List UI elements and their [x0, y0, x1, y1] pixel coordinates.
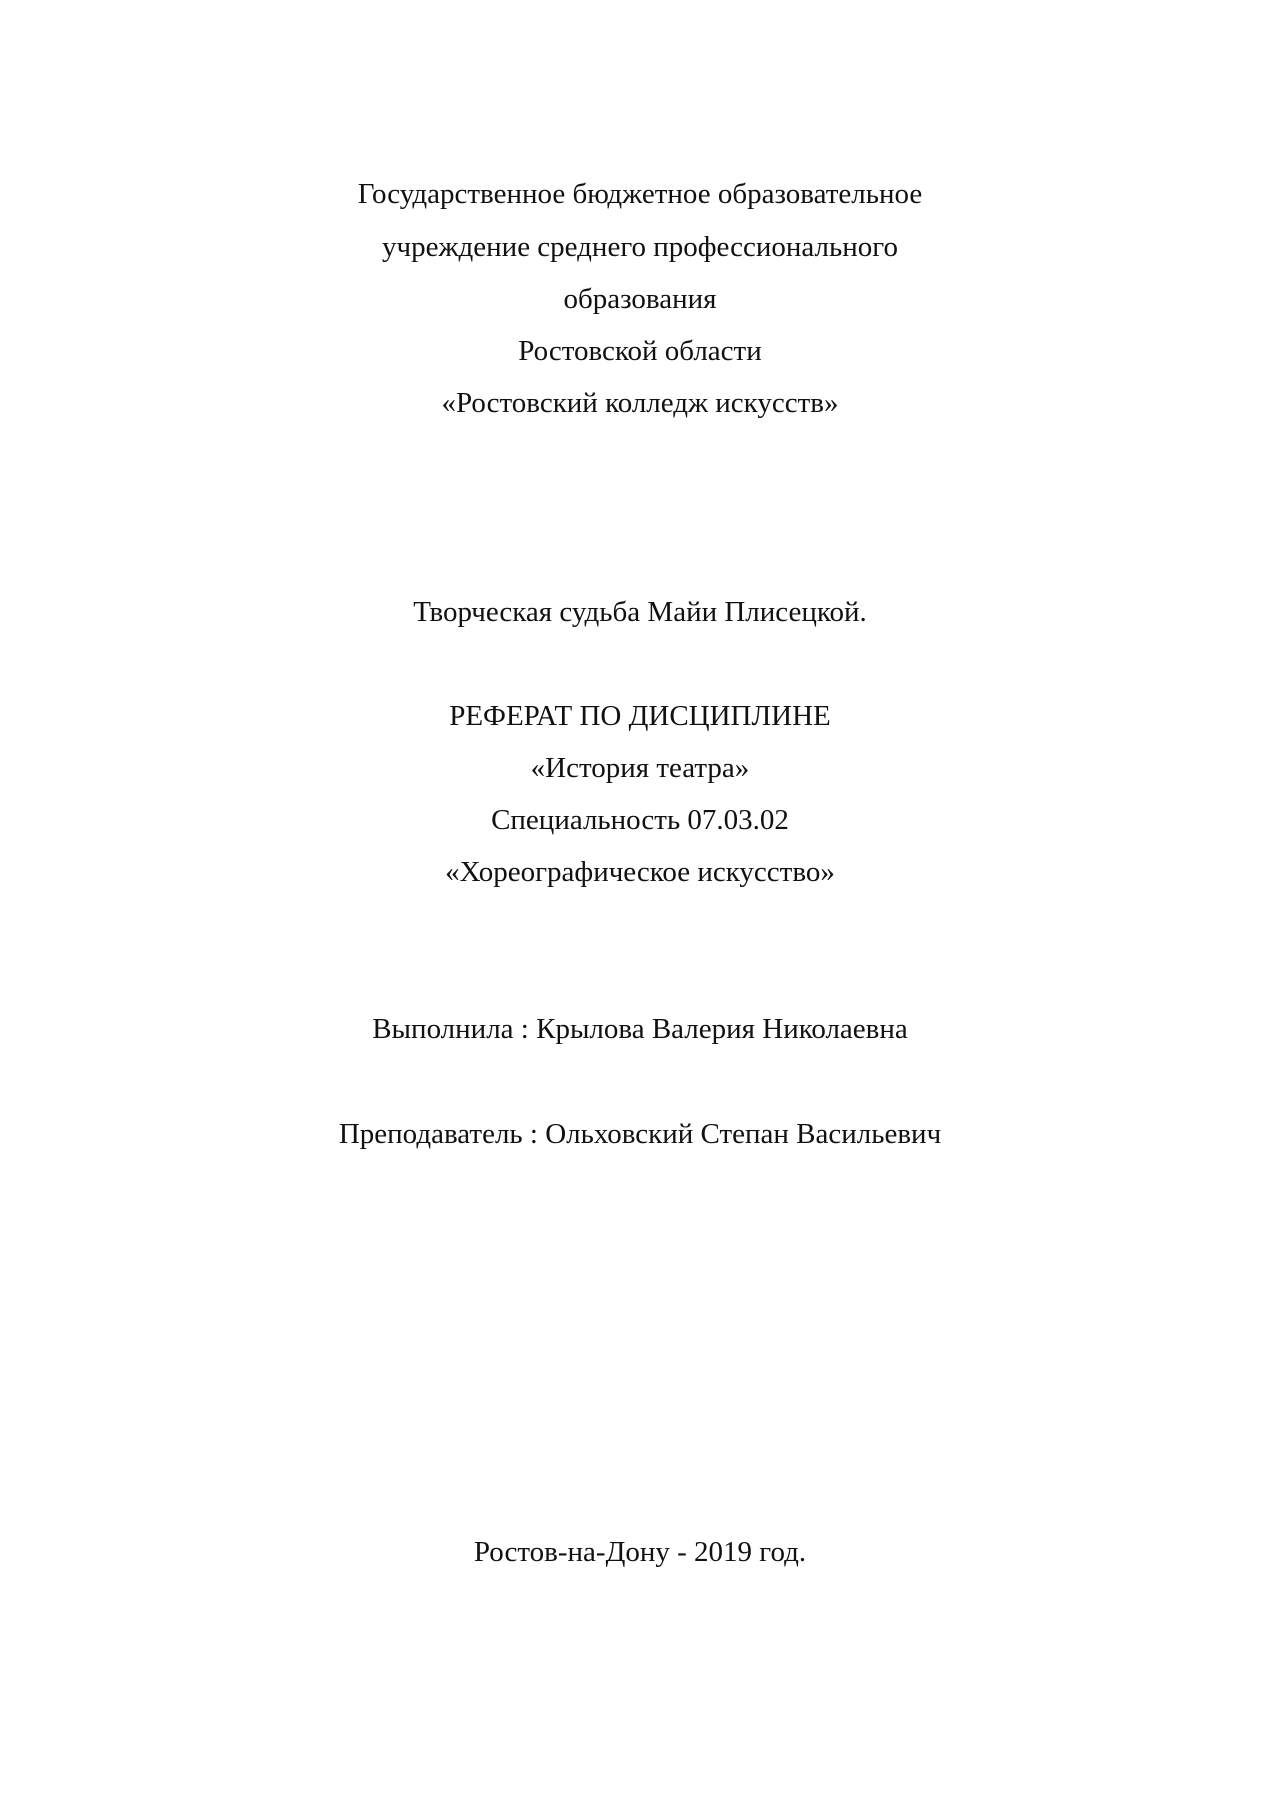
institution-line-4: Ростовской области: [518, 335, 762, 367]
author-label: Выполнила :: [372, 1013, 529, 1045]
place-year: Ростов-на-Дону - 2019 год.: [473, 1536, 807, 1568]
institution-line-3: образования: [563, 283, 717, 315]
specialty-name: «Хореографическое искусство»: [445, 856, 835, 888]
institution-line-1: Государственное бюджетное образовательное: [357, 178, 923, 210]
discipline-name: «История театра»: [530, 752, 750, 784]
author-line: [0, 1011, 1280, 1047]
topic-title: Творческая судьба Майи Плисецкой.: [413, 596, 867, 628]
teacher-label: Преподаватель :: [338, 1118, 538, 1150]
specialty-code: Специальность 07.03.02: [491, 804, 789, 836]
teacher-name: Ольховский Степан Васильевич: [545, 1118, 942, 1150]
institution-line-5: «Ростовский колледж искусств»: [441, 387, 839, 419]
work-type: РЕФЕРАТ ПО ДИСЦИПЛИНЕ: [449, 700, 831, 732]
author-name: Крылова Валерия Николаевна: [536, 1013, 908, 1045]
teacher-line: [0, 1116, 1280, 1152]
institution-line-2: учреждение среднего профессионального: [382, 231, 898, 263]
